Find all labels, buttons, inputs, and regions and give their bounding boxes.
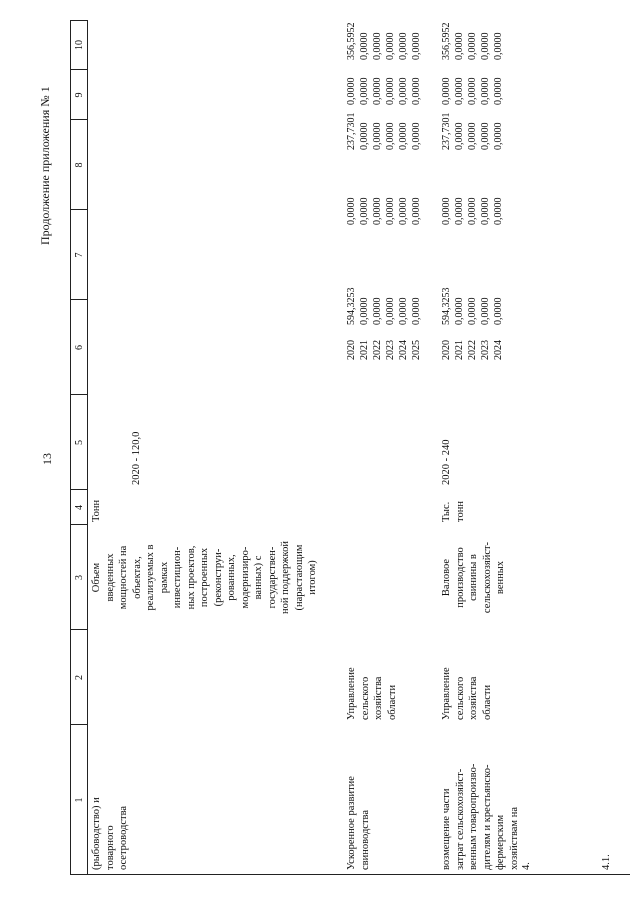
value-cell: 0,0000: [467, 122, 478, 150]
value-cell: 0,0000: [493, 32, 504, 60]
value-cell: 0,0000: [467, 32, 478, 60]
row-4-col2-line: Управление: [346, 667, 357, 720]
value-cell: 0,0000: [385, 297, 396, 325]
row-a-col3-line: мощностей на: [118, 545, 129, 610]
value-cell: 0,0000: [385, 197, 396, 225]
value-cell: 356,5952: [441, 22, 452, 60]
value-cell: 0,0000: [493, 77, 504, 105]
row-a-col5: 2020 - 120,0: [131, 431, 142, 485]
row-41-col4: [440, 501, 467, 522]
value-cell: 0,0000: [372, 197, 383, 225]
value-cell: 0,0000: [480, 297, 491, 325]
row-a-col3-line: (реконструи-: [212, 548, 224, 607]
value-cell: 0,0000: [480, 122, 491, 150]
row-4-col2-line: области: [386, 684, 398, 720]
row-4-num: 4.: [521, 862, 532, 870]
header-bottom-rule: [87, 20, 88, 875]
value-cell: 0,0000: [398, 77, 409, 105]
row-4-col2-line: хозяйства: [373, 676, 384, 720]
row-41-col2-line: области: [481, 684, 493, 720]
row-41-col3-line: венных: [495, 560, 506, 595]
value-cell: 0,0000: [372, 297, 383, 325]
row-4-col8: [345, 113, 423, 151]
row-a-col1: [90, 797, 131, 870]
value-cell: 0,0000: [411, 197, 422, 225]
value-cell: 237,7301: [441, 112, 452, 150]
value-cell: 0,0000: [480, 32, 491, 60]
table-top-border: [70, 20, 71, 875]
year: 2022: [467, 340, 478, 360]
header-col-2: 2: [74, 675, 85, 680]
value-cell: 0,0000: [454, 197, 465, 225]
value-cell: 237,7301: [346, 112, 357, 150]
header-col-1: 1: [74, 797, 85, 803]
value-cell: 0,0000: [493, 297, 504, 325]
value-cell: 0,0000: [346, 77, 357, 105]
row-4-col6: [345, 288, 423, 326]
row-a-col1-line: осетроводства: [118, 805, 129, 870]
row-41-col2-line: хозяйства: [468, 676, 479, 720]
value-cell: 0,0000: [467, 77, 478, 105]
row-41-col1-line: дителям и крестьянско-: [481, 764, 493, 870]
year: 2020: [441, 340, 452, 360]
row-a-col3-line: рамках: [158, 561, 170, 594]
header-col-7: 7: [74, 252, 85, 258]
value-cell: 0,0000: [398, 297, 409, 325]
year: 2020: [346, 340, 357, 360]
row-a-col3-line: построенных: [199, 547, 210, 608]
value-cell: 0,0000: [411, 32, 422, 60]
header-col-9: 9: [74, 92, 85, 98]
value-cell: 0,0000: [359, 197, 370, 225]
header-col-10: 10: [74, 40, 85, 50]
row-41-col10: [440, 23, 505, 61]
value-cell: 0,0000: [411, 297, 422, 325]
year: 2021: [454, 340, 465, 360]
row-a-col3-line: введенных: [104, 553, 116, 602]
row-4-col7: [345, 198, 423, 226]
row-41-num: 4.1.: [601, 854, 612, 870]
row-41-col5: 2020 - 240: [441, 439, 452, 485]
row-41-col8: [440, 113, 505, 151]
value-cell: 0,0000: [398, 197, 409, 225]
value-cell: 0,0000: [385, 77, 396, 105]
row-a-col3-line: Объем: [91, 562, 102, 593]
header-col-4: 4: [74, 505, 85, 510]
row-41-col7: [440, 198, 505, 226]
year: 2022: [372, 340, 383, 360]
year: 2025: [411, 340, 422, 360]
row-4-col1-line: свиноводства: [359, 809, 371, 870]
row-a-col3: [90, 525, 320, 630]
value-cell: 0,0000: [454, 297, 465, 325]
row-a-col4: Тонн: [91, 499, 102, 522]
row-a-col3-line: рованных,: [226, 554, 237, 601]
value-cell: 0,0000: [372, 122, 383, 150]
value-cell: 0,0000: [385, 122, 396, 150]
value-cell: 0,0000: [441, 77, 452, 105]
row-4-col1-line: Ускоренное развитие: [346, 776, 357, 870]
header-col-5: 5: [74, 440, 85, 445]
row-41-col3: [440, 525, 508, 630]
row-4-col2-line: сельского: [359, 676, 371, 720]
row-41-col1-line: венным товаропроизво-: [468, 763, 479, 870]
row-41-col3-line: Валовое: [441, 558, 452, 597]
header-col-3: 3: [74, 575, 85, 580]
row-a-col3-line: итогом): [307, 560, 318, 595]
row-41-col1-line: фермерским: [495, 814, 506, 870]
value-cell: 594,3253: [441, 287, 452, 325]
row-41-col4-line: Тыс.: [441, 501, 452, 522]
row-41-col2-line: сельского: [454, 676, 466, 720]
header-col-8: 8: [74, 162, 85, 168]
row-41-col2: [440, 667, 494, 720]
row-4-col9: [345, 78, 423, 106]
continuation-note: Продолжение приложения № 1: [38, 86, 52, 245]
row-a-col3-line: объектах,: [131, 556, 143, 599]
value-cell: 0,0000: [493, 197, 504, 225]
row-4-col10: [345, 23, 423, 61]
value-cell: 0,0000: [411, 77, 422, 105]
row-41-col2-line: Управление: [441, 667, 452, 720]
value-cell: 0,0000: [441, 197, 452, 225]
value-cell: 0,0000: [372, 32, 383, 60]
year: 2024: [493, 340, 504, 360]
row-a-col3-line: реализуемых в: [145, 544, 156, 611]
value-cell: 0,0000: [493, 122, 504, 150]
row-a-col3-line: государствен-: [266, 546, 278, 609]
value-cell: 0,0000: [359, 297, 370, 325]
value-cell: 0,0000: [454, 77, 465, 105]
row-41-col3-line: сельскохозяйст-: [481, 541, 493, 614]
row-a-col3-line: ных проектов,: [185, 545, 197, 610]
value-cell: 0,0000: [454, 32, 465, 60]
value-cell: 0,0000: [398, 122, 409, 150]
value-cell: 0,0000: [467, 297, 478, 325]
row-41-col6: [440, 288, 505, 326]
year: 2021: [359, 340, 370, 360]
value-cell: 0,0000: [398, 32, 409, 60]
year: 2024: [398, 340, 409, 360]
row-a-col1-line: товарного: [104, 825, 116, 870]
row-a-col3-line: ной поддержкой: [280, 541, 291, 614]
row-a-col3-line: ванных) с: [253, 555, 264, 600]
value-cell: 0,0000: [480, 77, 491, 105]
row-a-col3-line: инвестицион-: [172, 546, 183, 609]
value-cell: 0,0000: [359, 77, 370, 105]
row-41-col9: [440, 78, 505, 106]
value-cell: 0,0000: [346, 197, 357, 225]
row-41-col4-line: тонн: [454, 501, 466, 522]
year: 2023: [385, 340, 396, 360]
row-4-years: [345, 340, 423, 360]
row-41-col1-line: хозяйствам на: [508, 807, 520, 870]
year: 2023: [480, 340, 491, 360]
value-cell: 0,0000: [467, 197, 478, 225]
value-cell: 0,0000: [480, 197, 491, 225]
row-a-col3-line: модернизиро-: [239, 546, 251, 609]
row-41-col3-line: свинины в: [468, 554, 479, 601]
row-41-col1-line: затрат сельскохозяйст-: [454, 768, 466, 870]
value-cell: 594,3253: [346, 287, 357, 325]
row-41-col3-line: производство: [454, 547, 466, 608]
value-cell: 356,5952: [346, 22, 357, 60]
row-4-col2: [345, 667, 399, 720]
value-cell: 0,0000: [454, 122, 465, 150]
row-41-col1-line: возмещение части: [441, 788, 452, 870]
row-a-col1-line: (рыбоводство) и: [91, 797, 102, 870]
row-41-years: [440, 340, 505, 360]
page-number: 13: [40, 453, 54, 465]
value-cell: 0,0000: [385, 32, 396, 60]
value-cell: 0,0000: [359, 32, 370, 60]
header-col-6: 6: [74, 345, 85, 350]
value-cell: 0,0000: [372, 77, 383, 105]
row-4-col1: [345, 776, 372, 870]
value-cell: 0,0000: [359, 122, 370, 150]
value-cell: 0,0000: [411, 122, 422, 150]
row-a-col3-line: (нарастающим: [293, 544, 305, 611]
row-41-col1: [440, 764, 521, 870]
table-left-border: [70, 874, 630, 875]
